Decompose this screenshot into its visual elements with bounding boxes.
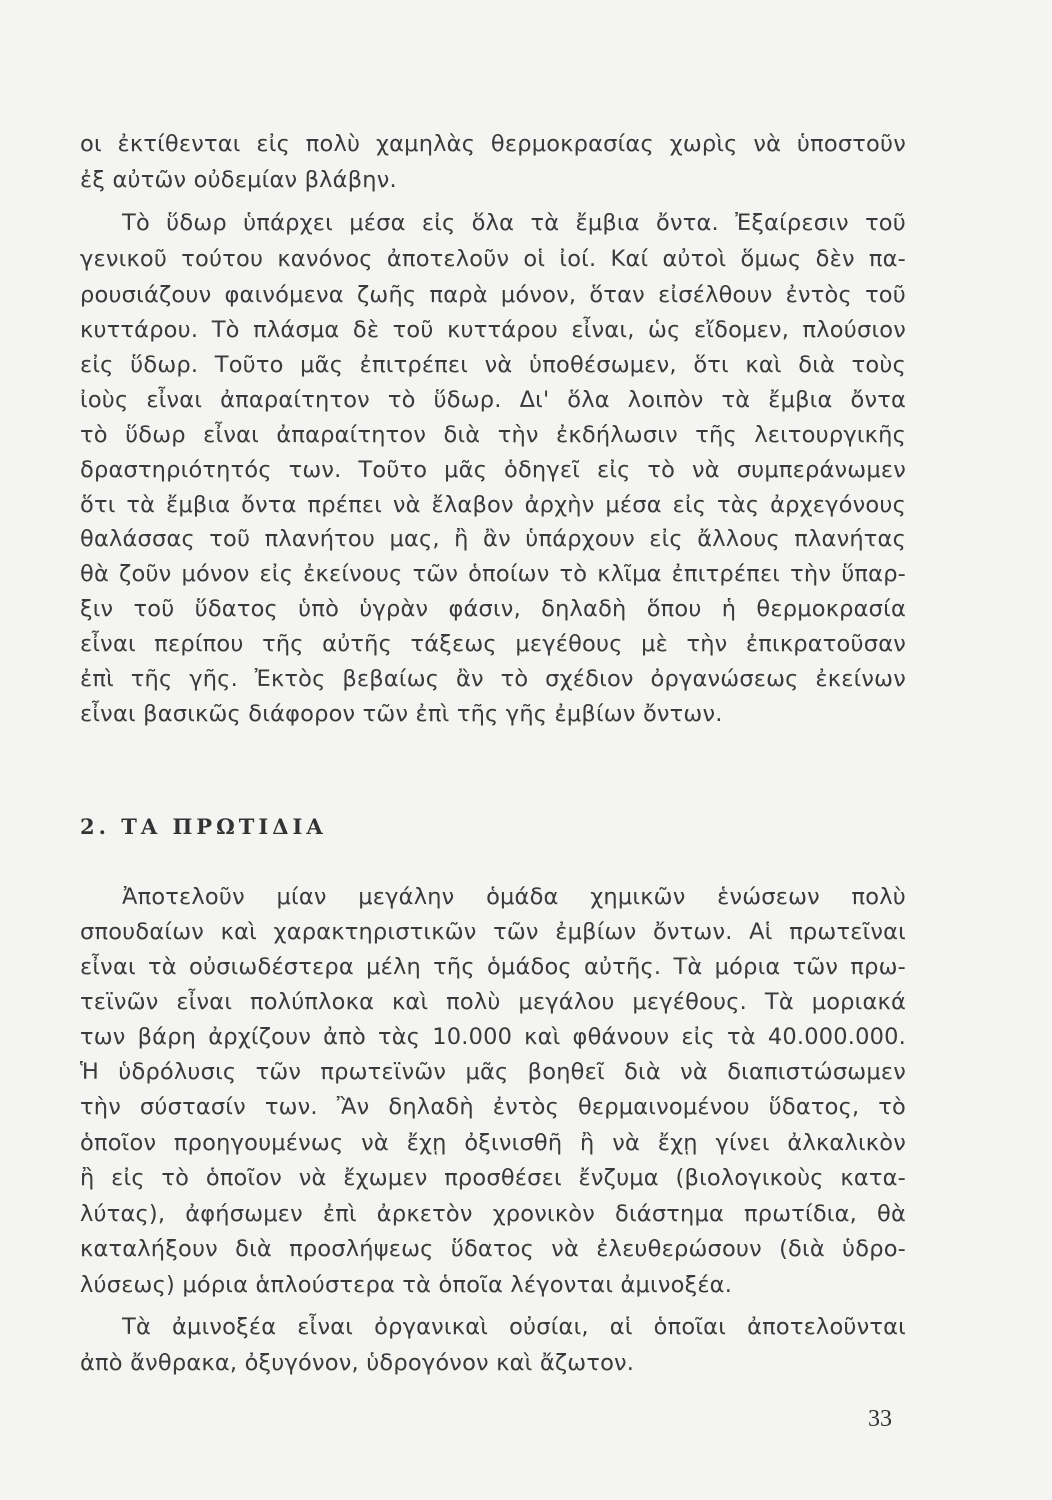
text-line: τὴν σύστασίν των. Ἂν δηλαδὴ ἐντὸς θερμαινομένου ὕδατος, τὸ (80, 1094, 906, 1120)
text-line: λύσεως) μόρια ἁπλούστερα τὰ ὁποῖα λέγονται ἀμινοξέα. (80, 1272, 733, 1298)
text-line: εἰς ὕδωρ. Τοῦτο μᾶς ἐπιτρέπει νὰ ὑποθέσωμεν, ὅτι καὶ διὰ τοὺς (80, 352, 906, 378)
text-line: Ἡ ὑδρόλυσις τῶν πρωτεϊνῶν μᾶς βοηθεῖ διὰ νὰ διαπιστώσωμεν (80, 1059, 906, 1085)
text-line: θαλάσσας τοῦ πλανήτου μας, ἢ ἂν ὑπάρχουν εἰς ἄλλους πλανήτας (80, 526, 906, 552)
page-number: 33 (868, 1406, 892, 1432)
section-heading: 2. ΤΑ ΠΡΩΤΙΔΙΑ (80, 814, 327, 839)
text-line: δραστηριότητός των. Τοῦτο μᾶς ὁδηγεῖ εἰς τὸ νὰ συμπεράνωμεν (80, 457, 906, 483)
text-line: θὰ ζοῦν μόνον εἰς ἐκείνους τῶν ὁποίων τὸ κλῖμα ἐπιτρέπει τὴν ὕπαρ- (80, 561, 906, 587)
text-line: Τὰ ἀμινοξέα εἶναι ὀργανικαὶ οὐσίαι, αἱ ὁποῖαι ἀποτελοῦνται (122, 1314, 906, 1340)
text-line: ἐξ αὐτῶν οὐδεμίαν βλάβην. (80, 167, 397, 193)
text-line: σπουδαίων καὶ χαρακτηριστικῶν τῶν ἐμβίων ὄντων. Αἱ πρωτεῖναι (80, 919, 906, 945)
text-line: ξιν τοῦ ὕδατος ὑπὸ ὑγρὰν φάσιν, δηλαδὴ ὅπου ἡ θερμοκρασία (80, 596, 906, 622)
text-line: τὸ ὕδωρ εἶναι ἀπαραίτητον διὰ τὴν ἐκδήλωσιν τῆς λειτουργικῆς (80, 422, 906, 448)
text-line: εἶναι περίπου τῆς αὐτῆς τάξεως μεγέθους μὲ τὴν ἐπικρατοῦσαν (80, 631, 906, 657)
text-line: Ἀποτελοῦν μίαν μεγάλην ὁμάδα χημικῶν ἑνώσεων πολὺ (122, 884, 906, 910)
text-line: ὁποῖον προηγουμένως νὰ ἔχῃ ὀξινισθῆ ἢ νὰ ἔχῃ γίνει ἀλκαλικὸν (80, 1130, 906, 1156)
text-line: ρουσιάζουν φαινόμενα ζωῆς παρὰ μόνον, ὅταν εἰσέλθουν ἐντὸς τοῦ (80, 282, 906, 308)
text-line: ἢ εἰς τὸ ὁποῖον νὰ ἔχωμεν προσθέσει ἔνζυμα (βιολογικοὺς κατα- (80, 1165, 906, 1191)
text-line: των βάρη ἀρχίζουν ἀπὸ τὰς 10.000 καὶ φθάνουν εἰς τὰ 40.000.000. (80, 1024, 906, 1050)
text-line: γενικοῦ τούτου κανόνος ἀποτελοῦν οἱ ἰοί. Καί αὐτοὶ ὅμως δὲν πα- (80, 246, 906, 272)
text-line: ἰοὺς εἶναι ἀπαραίτητον τὸ ὕδωρ. Δι' ὅλα λοιπὸν τὰ ἔμβια ὄντα (80, 387, 906, 413)
text-line: εἶναι βασικῶς διάφορον τῶν ἐπὶ τῆς γῆς ἐμβίων ὄντων. (80, 701, 723, 727)
text-line: λύτας), ἀφήσωμεν ἐπὶ ἀρκετὸν χρονικὸν διάστημα πρωτίδια, θὰ (80, 1201, 906, 1227)
text-line: κυττάρου. Τὸ πλάσμα δὲ τοῦ κυττάρου εἶναι, ὡς εἴδομεν, πλούσιον (80, 317, 906, 343)
text-line: οι ἐκτίθενται εἰς πολὺ χαμηλὰς θερμοκρασίας χωρὶς νὰ ὑποστοῦν (80, 131, 906, 157)
text-line: ὅτι τὰ ἔμβια ὄντα πρέπει νὰ ἔλαβον ἀρχὴν μέσα εἰς τὰς ἀρχεγόνους (80, 492, 906, 518)
text-line: εἶναι τὰ οὐσιωδέστερα μέλη τῆς ὁμάδος αὐτῆς. Τὰ μόρια τῶν πρω- (80, 954, 906, 980)
text-line: Τὸ ὕδωρ ὑπάρχει μέσα εἰς ὅλα τὰ ἔμβια ὄντα. Ἐξαίρεσιν τοῦ (122, 210, 906, 236)
text-line: ἀπὸ ἄνθρακα, ὀξυγόνον, ὑδρογόνον καὶ ἄζωτον. (80, 1350, 635, 1376)
text-line: καταλήξουν διὰ προσλήψεως ὕδατος νὰ ἐλευθερώσουν (διὰ ὑδρο- (80, 1236, 906, 1262)
text-line: ἐπὶ τῆς γῆς. Ἐκτὸς βεβαίως ἂν τὸ σχέδιον ὀργανώσεως ἐκείνων (80, 666, 906, 692)
text-line: τεϊνῶν εἶναι πολύπλοκα καὶ πολὺ μεγάλου μεγέθους. Τὰ μοριακά (80, 989, 906, 1015)
